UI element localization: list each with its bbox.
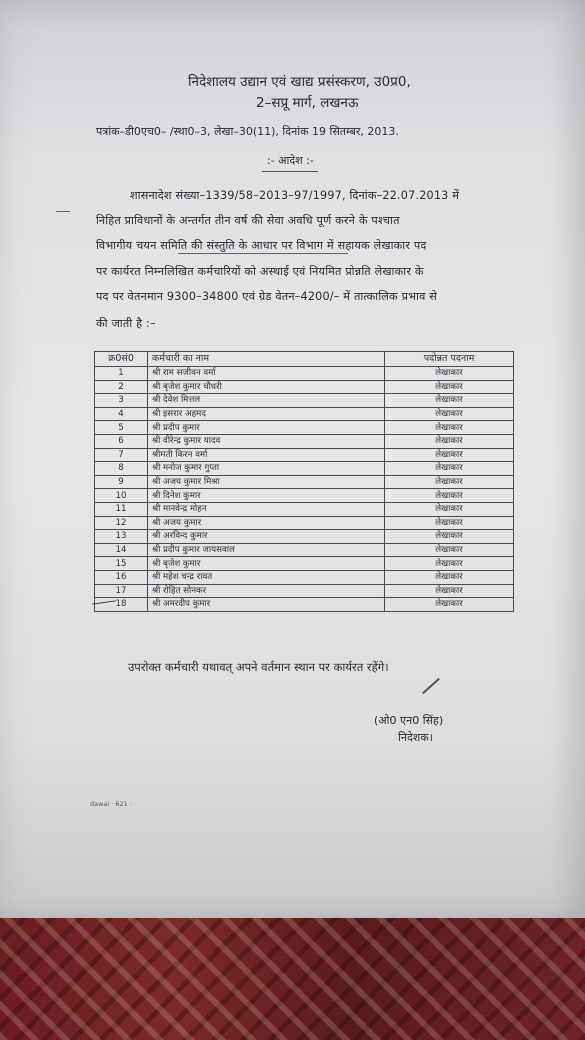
name-cell: श्री इसरार अहमद: [148, 407, 385, 421]
designation-cell: लेखाकार: [385, 502, 514, 516]
name-cell: श्री देवेश मित्तल: [148, 394, 385, 408]
designation-cell: लेखाकार: [385, 516, 514, 530]
body-underline: [178, 253, 348, 254]
name-cell: श्री प्रदीप कुमार जायसवाल: [148, 543, 385, 557]
name-cell: श्री अरविन्द कुमार: [148, 530, 385, 544]
table-row: [95, 557, 514, 571]
designation-cell: लेखाकार: [385, 434, 514, 448]
carpet-background: [0, 918, 585, 1040]
name-cell: श्री अजय कुमार मिश्रा: [148, 475, 385, 489]
footer-code: dawai · 621 ·: [90, 800, 132, 808]
name-cell: श्री अजय कुमार: [148, 516, 385, 530]
name-cell: श्रीमती किरन वर्मा: [148, 448, 385, 462]
serial-cell: 7: [95, 448, 148, 462]
name-cell: श्री महेश चन्द्र रावत: [148, 570, 385, 584]
serial-cell: 13: [95, 530, 148, 544]
table-row: [95, 380, 514, 394]
table-row: [95, 448, 514, 462]
reference-line: पत्रांक–डी0एच0– /स्था0–3, लेखा–30(11), दिनांक 19 सितम्बर, 2013.: [96, 125, 399, 138]
serial-cell: 12: [95, 516, 148, 530]
header-line-1: निदेशालय उद्यान एवं खाद्य प्रसंस्करण, उ0प्र0,: [188, 74, 411, 90]
table-row: [95, 502, 514, 516]
body-line-5: पद पर वेतनमान 9300–34800 एवं ग्रेड वेतन–4200/– में तात्कालिक प्रभाव से: [96, 290, 438, 303]
name-cell: श्री राम सजीवन वर्मा: [148, 367, 385, 381]
serial-cell: 15: [95, 557, 148, 571]
designation-cell: लेखाकार: [385, 489, 514, 503]
column-header-serial: क्र0सं0: [95, 352, 148, 367]
body-line-6: की जाती है :–: [96, 317, 156, 330]
table-row: [95, 407, 514, 421]
serial-cell: 17: [95, 584, 148, 598]
name-cell: श्री बृजेश कुमार चौधरी: [148, 380, 385, 394]
table-row: [95, 394, 514, 408]
designation-cell: लेखाकार: [385, 407, 514, 421]
name-cell: श्री मानवेन्द्र मोहन: [148, 502, 385, 516]
table-row: [95, 367, 514, 381]
serial-cell: 16: [95, 570, 148, 584]
serial-cell: 3: [95, 394, 148, 408]
designation-cell: लेखाकार: [385, 598, 514, 612]
serial-cell: 1: [95, 367, 148, 381]
designation-cell: लेखाकार: [385, 394, 514, 408]
column-header-designation: पदोन्नत पदनाम: [385, 352, 514, 367]
serial-cell: 9: [95, 475, 148, 489]
designation-cell: लेखाकार: [385, 543, 514, 557]
body-line-2: निहित प्राविधानों के अन्तर्गत तीन वर्ष की सेवा अवधि पूर्ण करने के पश्चात: [96, 214, 400, 227]
table-row: [95, 598, 514, 612]
serial-cell: 6: [95, 434, 148, 448]
name-cell: श्री अमरदीप कुमार: [148, 598, 385, 612]
table-row: [95, 570, 514, 584]
designation-cell: लेखाकार: [385, 530, 514, 544]
designation-cell: लेखाकार: [385, 557, 514, 571]
table-row: [95, 475, 514, 489]
designation-cell: लेखाकार: [385, 462, 514, 476]
name-cell: श्री रोहित सोनकर: [148, 584, 385, 598]
table-row: [95, 516, 514, 530]
name-cell: श्री दिनेश कुमार: [148, 489, 385, 503]
serial-cell: 11: [95, 502, 148, 516]
serial-cell: 10: [95, 489, 148, 503]
designation-cell: लेखाकार: [385, 475, 514, 489]
order-title: :- आदेश :-: [267, 154, 314, 167]
margin-dash-mark: [56, 211, 70, 212]
serial-cell: 2: [95, 380, 148, 394]
signatory-name: (ओ0 एन0 सिंह): [374, 714, 444, 727]
name-cell: श्री मनोज कुमार गुप्ता: [148, 462, 385, 476]
table-row: [95, 434, 514, 448]
name-cell: श्री प्रदीप कुमार: [148, 421, 385, 435]
serial-cell: 4: [95, 407, 148, 421]
column-header-name: कर्मचारी का नाम: [148, 352, 385, 367]
designation-cell: लेखाकार: [385, 570, 514, 584]
body-line-3: विभागीय चयन समिति की संस्तुति के आधार पर विभाग में सहायक लेखाकार पद: [96, 239, 427, 252]
table-row: [95, 462, 514, 476]
closing-statement: उपरोक्त कर्मचारी यथावत् अपने वर्तमान स्थान पर कार्यरत रहेंगे।: [128, 660, 389, 674]
table-row: [95, 584, 514, 598]
name-cell: श्री वीरेन्द्र कुमार यादव: [148, 434, 385, 448]
serial-cell: 18: [95, 598, 148, 612]
designation-cell: लेखाकार: [385, 448, 514, 462]
table-row: [95, 530, 514, 544]
signature-stroke: [422, 678, 440, 694]
signatory-designation: निदेशक।: [398, 731, 433, 744]
designation-cell: लेखाकार: [385, 421, 514, 435]
order-title-underline: [262, 171, 318, 172]
body-line-1: शासनादेश संख्या–1339/58–2013–97/1997, दिनांक–22.07.2013 में: [130, 189, 460, 202]
serial-cell: 14: [95, 543, 148, 557]
designation-cell: लेखाकार: [385, 367, 514, 381]
promotion-table: [94, 351, 514, 612]
table-row: [95, 489, 514, 503]
table-row: [95, 421, 514, 435]
table-row: [95, 543, 514, 557]
body-line-4: पर कार्यरत निम्नलिखित कर्मचारियों को अस्थाई एवं नियमित प्रोन्नति लेखाकार के: [96, 265, 424, 278]
table-header-row: [95, 352, 514, 367]
serial-cell: 5: [95, 421, 148, 435]
designation-cell: लेखाकार: [385, 584, 514, 598]
serial-cell: 8: [95, 462, 148, 476]
designation-cell: लेखाकार: [385, 380, 514, 394]
header-line-2: 2–सप्रू मार्ग, लखनऊ: [256, 95, 359, 111]
name-cell: श्री बृजेश कुमार: [148, 557, 385, 571]
